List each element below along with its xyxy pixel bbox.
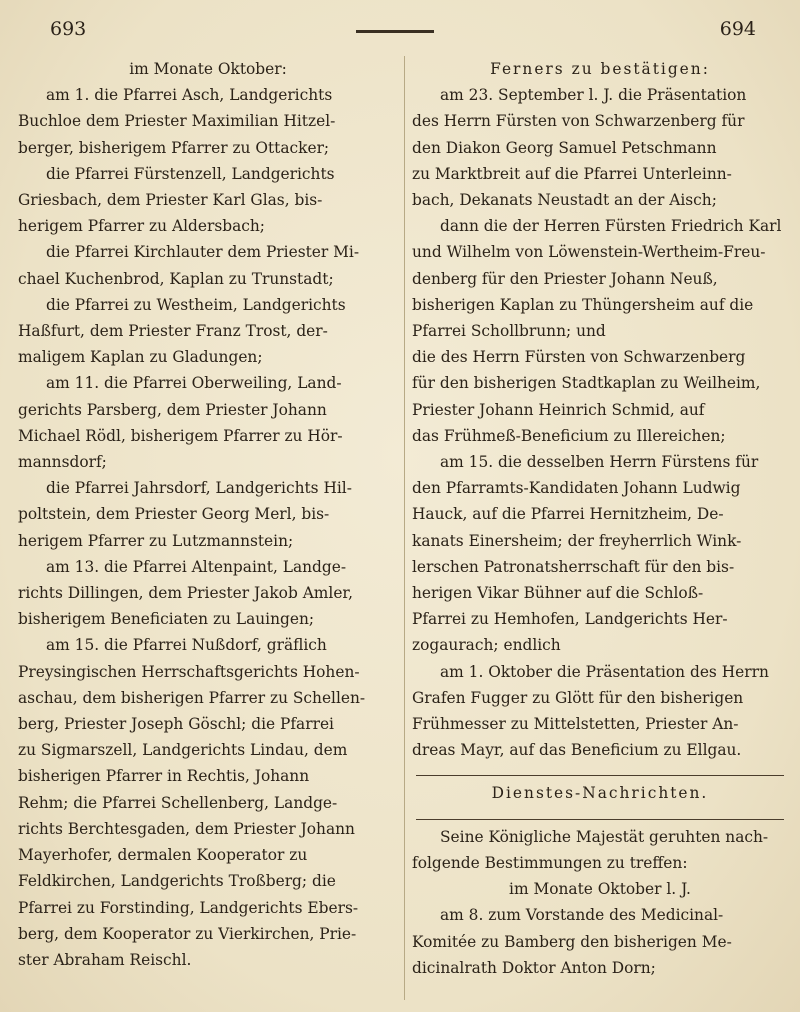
text-line: Preysingischen Herrschaftsgerichts Hohen-	[18, 662, 360, 681]
confirmation-heading: Ferners zu bestätigen:	[490, 60, 710, 78]
text-line: am 15. die desselben Herrn Fürstens für	[440, 453, 759, 472]
month-heading: im Monate Oktober l. J.	[509, 880, 691, 899]
text-line: den Pfarramts-Kandidaten Johann Ludwig	[412, 479, 741, 498]
text-line: lerschen Patronatsherrschaft für den bis-	[412, 557, 735, 576]
section-heading: Dienstes-Nachrichten.	[491, 784, 709, 803]
text-line: Hauck, auf die Pfarrei Hernitzheim, De-	[412, 505, 724, 524]
text-line: kanats Einersheim; der freyherrlich Wink-	[412, 531, 742, 550]
text-line: poltstein, dem Priester Georg Merl, bis-	[18, 505, 330, 524]
section-divider	[416, 775, 784, 776]
text-line: Grafen Fugger zu Glött für den bisherigen	[412, 688, 744, 707]
text-line: bisherigem Beneficiaten zu Lauingen;	[18, 610, 315, 629]
header-rule	[356, 30, 434, 33]
text-line: dann die der Herren Fürsten Friedrich Karl	[440, 217, 782, 236]
text-line: den Diakon Georg Samuel Petschmann	[412, 138, 717, 157]
text-line: Pfarrei zu Forstinding, Landgerichts Ebers-	[18, 898, 359, 917]
text-line: am 15. die Pfarrei Nußdorf, gräflich	[46, 636, 327, 655]
text-line: chael Kuchenbrod, Kaplan zu Trunstadt;	[18, 269, 334, 288]
text-line: herigem Pfarrer zu Aldersbach;	[18, 217, 265, 236]
text-line: die Pfarrei Kirchlauter dem Priester Mi-	[46, 243, 360, 262]
text-line: ster Abraham Reischl.	[18, 950, 192, 969]
text-line: Pfarrei zu Hemhofen, Landgerichts Her-	[412, 610, 728, 629]
text-line: am 8. zum Vorstande des Medicinal-	[440, 906, 724, 925]
text-line: Mayerhofer, dermalen Kooperator zu	[18, 846, 308, 865]
text-line: aschau, dem bisherigen Pfarrer zu Schellen-	[18, 688, 366, 707]
text-line: Griesbach, dem Priester Karl Glas, bis-	[18, 191, 323, 210]
text-line: folgende Bestimmungen zu treffen:	[412, 853, 688, 872]
month-heading: im Monate Oktober:	[129, 60, 287, 78]
text-line: am 13. die Pfarrei Altenpaint, Landge-	[46, 557, 347, 576]
text-line: denberg für den Priester Johann Neuß,	[412, 269, 718, 288]
page-number-left: 693	[50, 18, 87, 40]
text-line: für den bisherigen Stadtkaplan zu Weilheim,	[412, 374, 761, 393]
text-line: dreas Mayr, auf das Beneficium zu Ellgau.	[412, 741, 742, 760]
text-line: berg, Priester Joseph Göschl; die Pfarrei	[18, 715, 334, 734]
text-line: Michael Rödl, bisherigem Pfarrer zu Hör-	[18, 426, 343, 445]
text-line: zu Sigmarszell, Landgerichts Lindau, dem	[18, 741, 348, 760]
page-number-right: 694	[719, 18, 756, 40]
column-divider	[404, 56, 405, 1000]
text-line: richts Dillingen, dem Priester Jakob Amler,	[18, 584, 353, 603]
text-line: Haßfurt, dem Priester Franz Trost, der-	[18, 322, 328, 341]
text-line: die Pfarrei zu Westheim, Landgerichts	[46, 295, 346, 314]
text-line: die Pfarrei Jahrsdorf, Landgerichts Hil-	[46, 479, 352, 498]
left-column	[18, 56, 398, 973]
text-line: Komitée zu Bamberg den bisherigen Me-	[412, 932, 732, 951]
right-column	[412, 56, 788, 981]
text-line: Frühmesser zu Mittelstetten, Priester An-	[412, 715, 739, 734]
text-line: und Wilhelm von Löwenstein-Wertheim-Freu-	[412, 243, 766, 262]
text-line: bach, Dekanats Neustadt an der Aisch;	[412, 191, 717, 210]
text-line: am 11. die Pfarrei Oberweiling, Land-	[46, 374, 342, 393]
text-line: Priester Johann Heinrich Schmid, auf	[412, 400, 705, 419]
text-line: maligem Kaplan zu Gladungen;	[18, 348, 263, 367]
text-line: berger, bisherigem Pfarrer zu Ottacker;	[18, 138, 330, 157]
text-line: Seine Königliche Majestät geruhten nach-	[440, 827, 769, 846]
text-line: Feldkirchen, Landgerichts Troßberg; die	[18, 872, 336, 891]
text-line: zu Marktbreit auf die Pfarrei Unterleinn-	[412, 164, 732, 183]
text-line: herigen Vikar Bühner auf die Schloß-	[412, 584, 704, 603]
text-line: Buchloe dem Priester Maximilian Hitzel-	[18, 112, 336, 131]
text-line: am 1. die Pfarrei Asch, Landgerichts	[46, 86, 333, 105]
text-line: die Pfarrei Fürstenzell, Landgerichts	[46, 164, 335, 183]
text-line: richts Berchtesgaden, dem Priester Johann	[18, 819, 355, 838]
text-line: mannsdorf;	[18, 453, 107, 472]
section-divider	[416, 819, 784, 820]
text-line: berg, dem Kooperator zu Vierkirchen, Prie-	[18, 924, 357, 943]
text-line: am 23. September l. J. die Präsentation	[440, 86, 747, 105]
text-line: die des Herrn Fürsten von Schwarzenberg	[412, 348, 746, 367]
text-line: das Frühmeß-Beneficium zu Illereichen;	[412, 426, 726, 445]
text-line: des Herrn Fürsten von Schwarzenberg für	[412, 112, 745, 131]
text-line: Rehm; die Pfarrei Schellenberg, Landge-	[18, 793, 338, 812]
text-line: dicinalrath Doktor Anton Dorn;	[412, 958, 656, 977]
text-line: herigem Pfarrer zu Lutzmannstein;	[18, 531, 294, 550]
text-line: zogaurach; endlich	[412, 636, 561, 655]
text-line: bisherigen Pfarrer in Rechtis, Johann	[18, 767, 310, 786]
text-line: am 1. Oktober die Präsentation des Herrn	[440, 662, 769, 681]
text-line: bisherigen Kaplan zu Thüngersheim auf die	[412, 295, 754, 314]
text-line: Pfarrei Schollbrunn; und	[412, 322, 606, 341]
text-line: gerichts Parsberg, dem Priester Johann	[18, 400, 327, 419]
